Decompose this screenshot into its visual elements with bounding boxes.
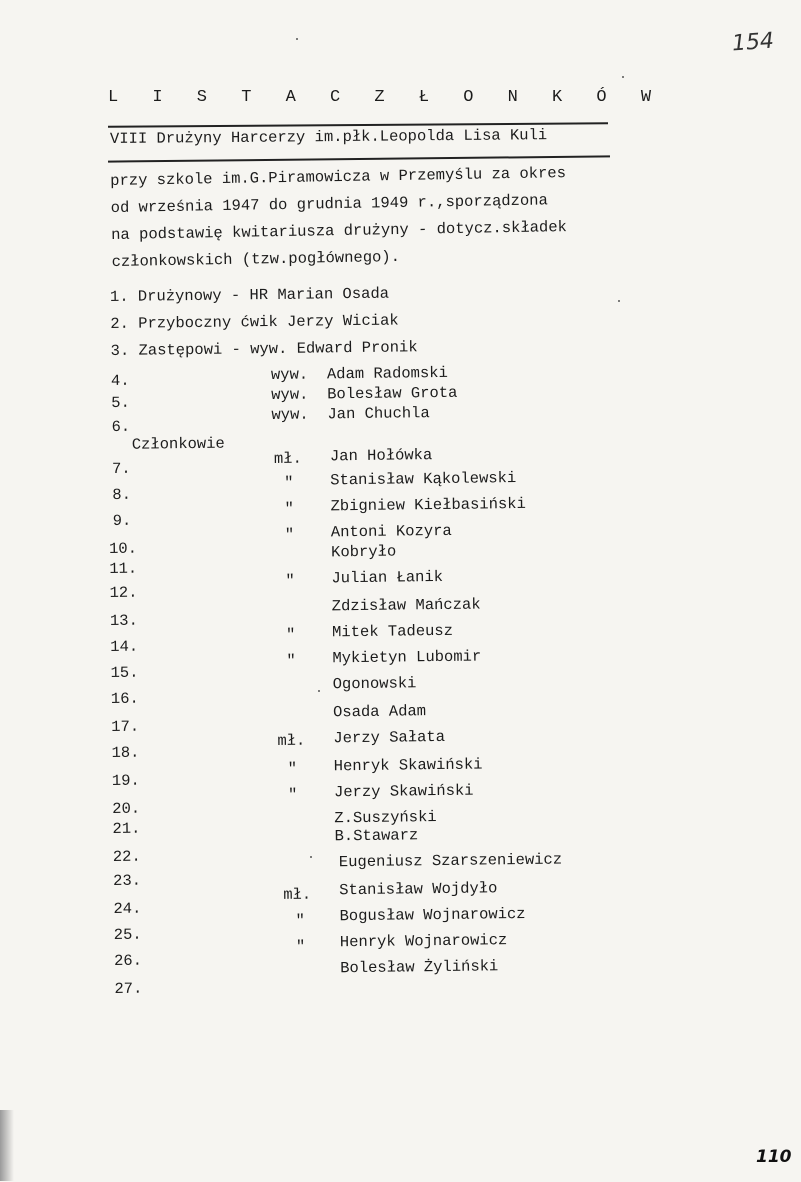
item-name: Stanisław Wojdyło <box>339 879 498 900</box>
item-text: Drużynowy - HR Marian Osada <box>137 284 390 306</box>
item-mark: " <box>295 911 306 930</box>
scan-speck <box>296 38 298 40</box>
item-number: 24. <box>113 899 142 919</box>
item-name: Mitek Tadeusz <box>331 621 454 642</box>
item-name: Antoni Kozyra <box>330 521 452 542</box>
item-number: 7. <box>111 459 131 478</box>
item-name: Zdzisław Mańczak <box>331 595 481 616</box>
item-name: Bogusław Wojnarowicz <box>339 904 526 926</box>
item-name: Henryk Wojnarowicz <box>339 931 508 952</box>
item-number: 26. <box>113 951 143 970</box>
item-name: Julian Łanik <box>331 567 444 588</box>
item-name: Kobryło <box>330 542 397 562</box>
item-number: 21. <box>112 819 141 839</box>
item-name: Jan Hołówka <box>329 446 433 466</box>
archive-number: 154 <box>731 28 775 57</box>
item-name: Bolesław Żyliński <box>340 957 499 978</box>
item-number: 6. <box>111 417 131 436</box>
item-name: Eugeniusz Szarszeniewicz <box>338 850 563 872</box>
item-name: B.Stawarz <box>334 826 419 846</box>
description-line: przy szkole im.G.Piramowicza w Przemyślu za okres <box>110 164 567 190</box>
item-number: 17. <box>111 717 140 737</box>
description-line: na podstawię kwitariusza drużyny - dotycz.składek <box>111 218 568 244</box>
item-mark: " <box>285 571 295 590</box>
item-name: Ogonowski <box>332 674 417 694</box>
scan-speck <box>318 690 320 692</box>
item-name: Stanisław Kąkolewski <box>330 469 517 490</box>
item-number: 12. <box>109 583 138 603</box>
item-mark: " <box>286 651 296 670</box>
item-number: 10. <box>108 539 138 559</box>
scan-speck <box>310 856 312 858</box>
item-mark: mł. <box>283 885 312 904</box>
item-number: 1. <box>109 287 129 306</box>
item-mark: " <box>295 937 306 956</box>
item-name: Mykietyn Lubomir <box>332 647 482 668</box>
item-rank: wyw. <box>271 385 309 405</box>
item-mark: " <box>284 473 294 492</box>
item-number: 23. <box>112 871 142 891</box>
item-mark: mł. <box>273 449 302 469</box>
item-name: Zbigniew Kiełbasiński <box>330 494 526 516</box>
list-item <box>110 311 399 333</box>
item-mark: " <box>285 625 296 644</box>
item-mark: " <box>284 525 295 544</box>
document-title: L I S T A C Z Ł O N K Ó W <box>108 88 664 107</box>
item-text: Przyboczny ćwik Jerzy Wiciak <box>138 311 399 333</box>
scan-speck <box>618 300 620 302</box>
item-name: Jerzy Skawiński <box>333 781 474 802</box>
troop-name: VIII Drużyny Harcerzy im.płk.Leopolda Lisa Kuli <box>109 126 548 148</box>
item-name: Bolesław Grota <box>327 383 458 404</box>
item-number: 25. <box>113 925 142 945</box>
item-number: 5. <box>111 393 130 412</box>
item-number: 4. <box>110 371 130 390</box>
page-number: 110 <box>756 1147 792 1167</box>
scan-speck <box>622 76 624 78</box>
item-number: 19. <box>111 771 140 791</box>
item-number: 3. <box>110 341 130 360</box>
item-number: 14. <box>110 637 139 657</box>
item-name: Z.Suszyński <box>334 808 437 828</box>
item-number: 2. <box>110 314 130 333</box>
list-item <box>110 285 389 306</box>
description-line: od września 1947 do grudnia 1949 r.,sporządzona <box>110 191 548 217</box>
item-number: 16. <box>110 689 139 709</box>
item-number: 18. <box>111 743 140 763</box>
item-mark: mł. <box>277 731 306 750</box>
members-group-label: Członkowie <box>131 434 225 454</box>
list-item <box>111 338 418 360</box>
item-name: Adam Radomski <box>326 363 448 384</box>
item-rank: wyw. <box>271 405 309 425</box>
item-number: 8. <box>112 485 132 504</box>
item-mark: " <box>287 785 298 804</box>
item-rank: wyw. <box>270 365 309 385</box>
item-number: 13. <box>109 611 138 631</box>
item-name: Henryk Skawiński <box>333 755 483 776</box>
item-number: 27. <box>114 979 143 998</box>
description-line: członkowskich (tzw.pogłównego). <box>111 247 401 271</box>
item-name: Jan Chuchla <box>327 404 430 424</box>
item-name: Osada Adam <box>332 702 427 722</box>
item-mark: " <box>287 759 298 778</box>
item-number: 20. <box>112 799 141 819</box>
item-text: Zastępowi - wyw. Edward Pronik <box>138 338 418 360</box>
item-name: Jerzy Sałata <box>333 727 446 748</box>
item-number: 11. <box>109 559 138 579</box>
item-number: 15. <box>110 663 139 683</box>
item-mark: " <box>284 499 294 518</box>
item-number: 22. <box>112 847 141 867</box>
item-number: 9. <box>112 511 132 530</box>
